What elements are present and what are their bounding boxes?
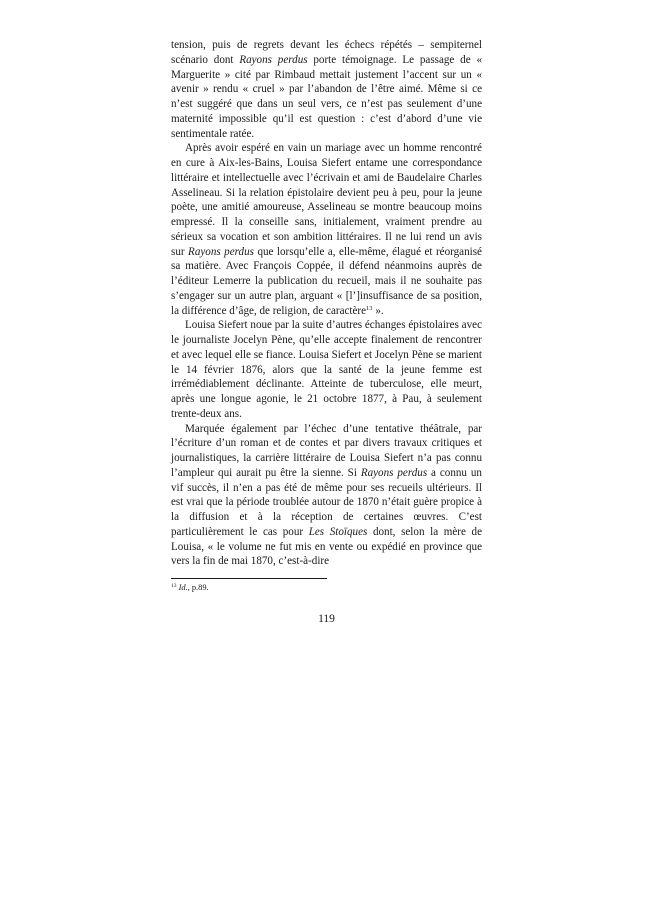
text-run: a connu un vif succès, il n’en a pas été de même pour ses recueils ultérieurs. Il est vrai que la période troublée autour de 1870 n’était guère propice à la diffusion et à la réception de certaines œuvres. C’est particulièrement le cas pour <box>171 466 482 538</box>
text-run: tension, puis de regrets devant les échecs répétés – sempiternel scénario dont <box>171 39 482 66</box>
footnote-separator <box>171 578 327 579</box>
italic-title: Les Stoïques <box>308 525 368 538</box>
text-run: Louisa Siefert noue par la suite d’autres échanges épistolaires avec le journaliste Jocelyn Pène, qu’elle accepte finalement de rencontrer et avec lequel elle se fiance. Louisa Siefert et Jocelyn Pène se marient le 14 février 1876, alors que la santé de la jeune femme est irrémédiablement déclinante. Atteinte de tuberculose, elle meurt, après une longue agonie, le 21 octobre 1877, à Pau, à seulement trente-deux ans. <box>171 319 482 420</box>
main-text <box>171 38 482 569</box>
paragraph <box>171 318 482 421</box>
text-run: ». <box>372 304 384 317</box>
page-number: 119 <box>318 613 335 625</box>
text-run: que lorsqu’elle a, elle-même, élagué et réorganisé sa matière. Avec François Coppée, il défend néanmoins auprès de l’éditeur Lemerre la publication du recueil, mais il ne souhaite pas s’engager sur un autre plan, arguant « [l’]insuffisance de sa position, la différence d’âge, de religion, de caractère <box>171 245 482 317</box>
footnote-reference: Id. <box>178 583 188 592</box>
paragraph <box>171 141 482 318</box>
footnote <box>171 582 482 593</box>
footnote-number: 13 <box>171 583 177 589</box>
footnote-page: , p.89. <box>187 583 209 592</box>
text-run: Après avoir espéré en vain un mariage avec un homme rencontré en cure à Aix-les-Bains, Louisa Siefert entame une correspondance littéraire et intellectuelle avec l’écrivain et ami de Baudelaire Charles Asselineau. Si la relation épistolaire devient peu à peu, pour la jeune poète, une amitié amoureuse, Asselineau se montre beaucoup moins empressé. Il la conseille sans, initialement, vraiment prendre au sérieux sa vocation et son ambition littéraires. Il ne lui rend un avis sur <box>171 142 482 258</box>
paragraph <box>171 38 482 141</box>
text-run: dont, selon la mère de Louisa, « le volume ne fut mis en vente ou expédié en province que vers la fin de mai 1870, c’est-à-dire <box>171 525 482 568</box>
text-run: porte témoignage. Le passage de « Marguerite » cité par Rimbaud mettait justement l’accent sur un « avenir » rendu « cruel » par l’abandon de l’être aimé. Même si ce n’est suggéré que dans un seul vers, ce n’est pas seulement d’une maternité impossible qu’il est question : c’est d’abord d’une vie sentimentale ratée. <box>171 53 482 140</box>
text-run: Marquée également par l’échec d’une tentative théâtrale, par l’écriture d’un roman et de contes et par divers travaux critiques et journalistiques, la carrière littéraire de Louisa Siefert n’a pas connu l’ampleur qui aurait pu être la sienne. Si <box>171 422 482 479</box>
paragraph <box>171 422 482 570</box>
italic-title: Rayons perdus <box>188 245 254 258</box>
footnote-ref: 13 <box>366 304 373 312</box>
italic-title: Rayons perdus <box>239 53 308 66</box>
italic-title: Rayons perdus <box>360 466 428 479</box>
